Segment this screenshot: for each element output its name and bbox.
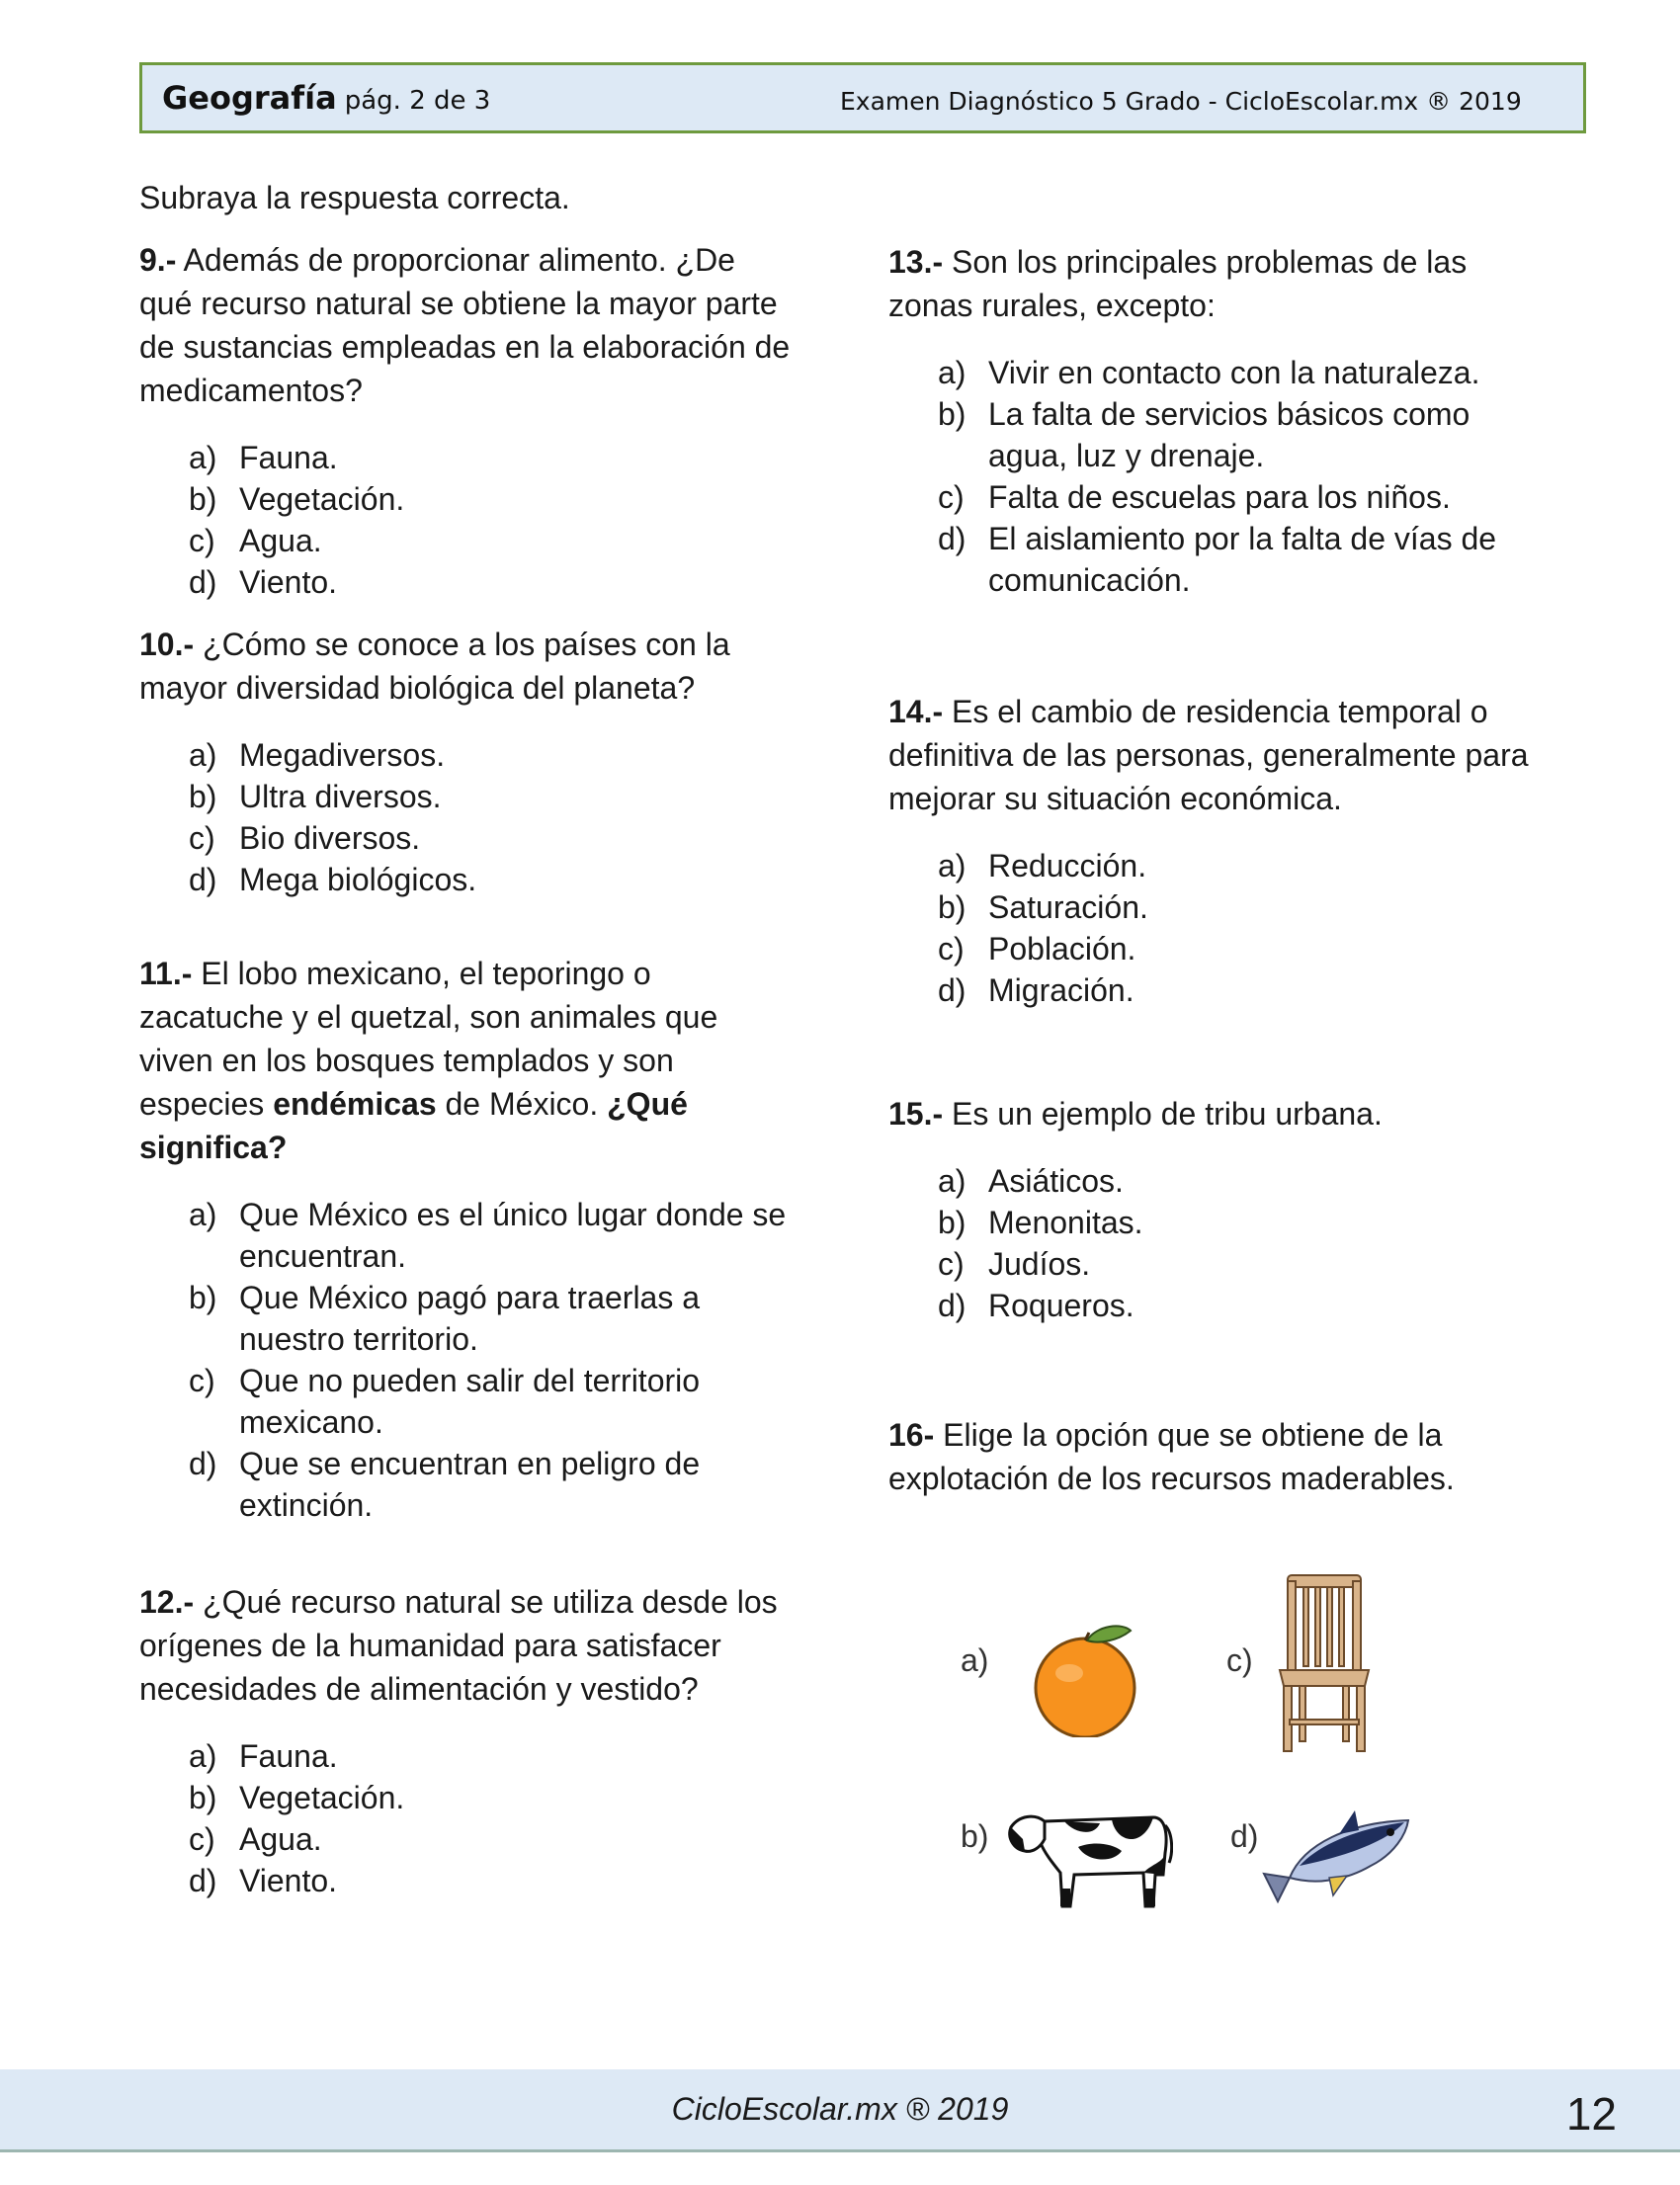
option-a[interactable] [139, 437, 792, 478]
option-letter: a) [189, 440, 217, 475]
option-letter: a) [189, 1738, 217, 1774]
option-letter: c) [938, 479, 965, 515]
question-body: Además de proporcionar alimento. ¿De qué recurso natural se obtiene la mayor parte de sustancias empleadas en la elaboración de medicamentos? [139, 242, 791, 408]
option-c[interactable] [888, 1243, 1541, 1285]
option-b[interactable] [139, 776, 792, 817]
option-text: Reducción. [988, 848, 1147, 883]
option-b[interactable] [888, 886, 1541, 928]
question-text [139, 952, 792, 1169]
option-letter: b) [189, 779, 217, 814]
question-14 [888, 690, 1541, 1011]
option-list [888, 845, 1541, 1011]
keyword-endemicas: endémicas [273, 1086, 437, 1122]
question-number: 15.- [888, 1096, 944, 1132]
option-letter: c) [938, 1246, 965, 1282]
option-list [888, 352, 1541, 601]
option-letter: b) [938, 1205, 966, 1240]
option-text: Falta de escuelas para los niños. [988, 479, 1451, 515]
option-c[interactable] [139, 817, 792, 859]
option-list [888, 1160, 1541, 1326]
option-letter: d) [189, 862, 217, 897]
question-text [888, 240, 1541, 327]
option-letter: b) [938, 889, 966, 925]
option-text: Que no pueden salir del territorio mexicano. [239, 1363, 701, 1440]
question-number: 16- [888, 1417, 935, 1453]
image-option-d-label: d) [1230, 1818, 1259, 1854]
option-text: Agua. [239, 523, 322, 558]
image-option-a-label: a) [961, 1642, 989, 1678]
option-b[interactable] [888, 1202, 1541, 1243]
option-a[interactable] [139, 734, 792, 776]
option-text: Ultra diversos. [239, 779, 442, 814]
option-list [139, 1194, 792, 1526]
option-letter: b) [189, 1780, 217, 1815]
option-text: Agua. [239, 1821, 322, 1857]
option-a[interactable] [888, 845, 1541, 886]
option-letter: a) [938, 848, 966, 883]
option-text: La falta de servicios básicos como agua, luz y drenaje. [988, 396, 1470, 473]
question-15 [888, 1092, 1541, 1326]
question-body: Es el cambio de residencia temporal o definitiva de las personas, generalmente para mejorar su situación económica. [888, 694, 1529, 816]
image-options [944, 1571, 1438, 1937]
option-list [139, 437, 792, 603]
question-11 [139, 952, 792, 1526]
option-text: Vegetación. [239, 481, 405, 517]
page-footer [0, 2069, 1680, 2152]
option-text: Fauna. [239, 440, 338, 475]
question-text [888, 690, 1541, 820]
question-text [139, 623, 792, 710]
option-d[interactable] [139, 1443, 792, 1526]
image-option-b-label: b) [961, 1818, 989, 1854]
option-d[interactable] [888, 518, 1541, 601]
question-12 [139, 1580, 792, 1901]
subject-title: Geografía [162, 79, 337, 117]
option-c[interactable] [139, 520, 792, 561]
option-d[interactable] [139, 1860, 792, 1901]
option-text: Población. [988, 931, 1136, 966]
option-text: Vivir en contacto con la naturaleza. [988, 355, 1480, 390]
question-text [888, 1092, 1541, 1135]
option-letter: c) [189, 523, 215, 558]
question-number: 10.- [139, 627, 195, 662]
page-header [139, 62, 1586, 133]
option-letter: d) [938, 1288, 966, 1323]
option-letter: d) [189, 1863, 217, 1898]
question-number: 14.- [888, 694, 944, 729]
option-text: Mega biológicos. [239, 862, 477, 897]
option-text: Que se encuentran en peligro de extinción. [239, 1446, 701, 1523]
question-text [139, 1580, 792, 1711]
image-option-c-label: c) [1226, 1642, 1253, 1678]
option-text: El aislamiento por la falta de vías de comunicación. [988, 521, 1497, 598]
option-letter: b) [189, 1280, 217, 1315]
question-body-cont: de México. [436, 1086, 608, 1122]
option-text: Bio diversos. [239, 820, 421, 856]
option-text: Migración. [988, 972, 1134, 1008]
option-text: Que México es el único lugar donde se encuentran. [239, 1197, 787, 1274]
option-letter: d) [938, 521, 966, 556]
fish-icon[interactable] [1260, 1805, 1418, 1923]
option-c[interactable] [888, 928, 1541, 969]
option-a[interactable] [139, 1194, 792, 1277]
question-body: ¿Cómo se conoce a los países con la mayor diversidad biológica del planeta? [139, 627, 730, 706]
option-b[interactable] [139, 1777, 792, 1818]
option-letter: a) [938, 1163, 966, 1199]
option-text: Vegetación. [239, 1780, 405, 1815]
question-number: 12.- [139, 1584, 195, 1620]
option-text: Asiáticos. [988, 1163, 1124, 1199]
option-d[interactable] [139, 561, 792, 603]
option-letter: a) [189, 1197, 217, 1232]
page-number: 12 [1565, 2088, 1617, 2140]
option-letter: d) [938, 972, 966, 1008]
header-left [162, 79, 490, 117]
question-body: ¿Qué recurso natural se utiliza desde los orígenes de la humanidad para satisfacer necesidades de alimentación y vestido? [139, 1584, 778, 1707]
option-letter: c) [189, 820, 215, 856]
option-letter: c) [189, 1821, 215, 1857]
page-indicator: pág. 2 de 3 [344, 86, 491, 116]
option-letter: b) [938, 396, 966, 432]
option-letter: a) [189, 737, 217, 773]
instruction-text: Subraya la respuesta correcta. [139, 180, 570, 215]
option-text: Judíos. [988, 1246, 1091, 1282]
question-body: Elige la opción que se obtiene de la explotación de los recursos maderables. [888, 1417, 1455, 1496]
option-letter: c) [189, 1363, 215, 1398]
exam-title: Examen Diagnóstico 5 Grado - CicloEscolar.mx ® 2019 [840, 87, 1522, 116]
option-letter: b) [189, 481, 217, 517]
option-letter: d) [189, 564, 217, 600]
option-text: Megadiversos. [239, 737, 446, 773]
question-number: 9.- [139, 242, 177, 278]
option-letter: d) [189, 1446, 217, 1481]
footer-brand: CicloEscolar.mx ® 2019 [671, 2091, 1009, 2127]
question-body: Son los principales problemas de las zonas rurales, excepto: [888, 244, 1468, 323]
question-9 [139, 238, 792, 603]
option-text: Que México pagó para traerlas a nuestro territorio. [239, 1280, 701, 1357]
question-body: Es un ejemplo de tribu urbana. [943, 1096, 1383, 1132]
option-d[interactable] [139, 859, 792, 900]
question-text [888, 1413, 1541, 1500]
option-c[interactable] [888, 476, 1541, 518]
question-body: El lobo mexicano, el teporingo o zacatuche y el quetzal, son animales que viven en los bosques templados y son especies [139, 956, 718, 1122]
option-text: Viento. [239, 1863, 338, 1898]
question-10 [139, 623, 792, 900]
option-text: Saturación. [988, 889, 1148, 925]
option-c[interactable] [139, 1360, 792, 1443]
option-text: Viento. [239, 564, 338, 600]
option-letter: c) [938, 931, 965, 966]
option-d[interactable] [888, 1285, 1541, 1326]
right-column [888, 240, 1541, 1500]
option-text: Menonitas. [988, 1205, 1143, 1240]
question-prompt: ¿Qué significa? [139, 1086, 688, 1165]
option-b[interactable] [139, 1277, 792, 1360]
option-b[interactable] [888, 393, 1541, 476]
orange-icon[interactable] [1028, 1619, 1146, 1737]
option-a[interactable] [139, 1735, 792, 1777]
question-13 [888, 240, 1541, 601]
left-column [139, 176, 792, 1901]
option-list [139, 1735, 792, 1901]
cow-icon[interactable] [1005, 1804, 1173, 1912]
question-text [139, 238, 792, 412]
question-number: 13.- [888, 244, 944, 280]
option-a[interactable] [888, 1160, 1541, 1202]
option-letter: a) [938, 355, 966, 390]
option-b[interactable] [139, 478, 792, 520]
option-text: Roqueros. [988, 1288, 1134, 1323]
question-number: 11.- [139, 956, 193, 991]
option-d[interactable] [888, 969, 1541, 1011]
option-text: Fauna. [239, 1738, 338, 1774]
option-list [139, 734, 792, 900]
question-16 [888, 1413, 1541, 1500]
option-c[interactable] [139, 1818, 792, 1860]
chair-icon[interactable] [1270, 1571, 1379, 1754]
option-a[interactable] [888, 352, 1541, 393]
